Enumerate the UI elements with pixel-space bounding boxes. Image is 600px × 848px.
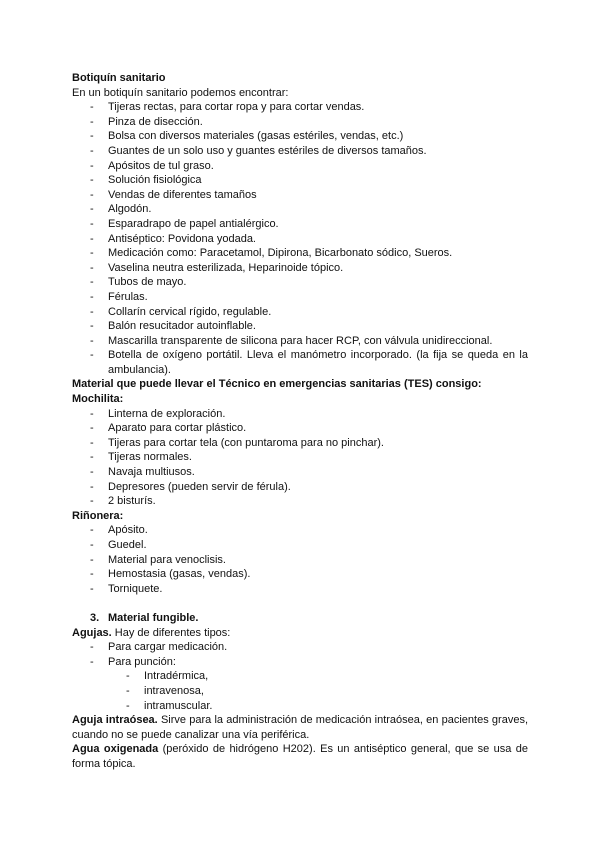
- agujas-text: Hay de diferentes tipos:: [111, 626, 231, 639]
- list-item: - Pinza de disección.: [72, 115, 528, 130]
- botiquin-intro: En un botiquín sanitario podemos encontrar:: [72, 86, 289, 99]
- intraosea-text: Sirve para la administración de medicación intraósea, en pacientes graves, cuando no se puede canalizar una vía periférica.: [72, 714, 528, 741]
- list-item: - Vendas de diferentes tamaños: [72, 188, 528, 203]
- list-item: - Torniquete.: [72, 582, 528, 597]
- list-item: - Tijeras para cortar tela (con puntaroma para no pinchar).: [72, 436, 528, 451]
- list-item: - Navaja multiusos.: [72, 465, 528, 480]
- list-item: - Tubos de mayo.: [72, 275, 528, 290]
- document-page: [72, 71, 528, 772]
- fungible-heading: [72, 611, 528, 626]
- list-item: - Vaselina neutra esterilizada, Heparinoide tópico.: [72, 261, 528, 276]
- puncion-list: [72, 669, 528, 713]
- agujas-label: Agujas.: [72, 626, 112, 639]
- list-item: - Botella de oxígeno portátil. Lleva el manómetro incorporado. (la fija se queda en la ambulancia).: [72, 348, 528, 377]
- agua-paragraph: [72, 742, 528, 771]
- list-item: - Para cargar medicación.: [72, 640, 528, 655]
- agua-label: Agua oxigenada: [72, 743, 159, 756]
- mochilita-heading: Mochilita:: [72, 393, 124, 406]
- mochilita-list: [72, 407, 528, 509]
- tes-heading: Material que puede llevar el Técnico en emergencias sanitarias (TES) consigo:: [72, 378, 482, 391]
- list-item: - Tijeras normales.: [72, 450, 528, 465]
- agua-text: (peróxido de hidrógeno H202). Es un antiséptico general, que se usa de forma tópica.: [72, 743, 528, 770]
- list-item: - Hemostasia (gasas, vendas).: [72, 567, 528, 582]
- intraosea-label: Aguja intraósea.: [72, 714, 158, 727]
- list-item: - Balón resucitador autoinflable.: [72, 319, 528, 334]
- botiquin-list: [72, 100, 528, 377]
- list-item: - Collarín cervical rígido, regulable.: [72, 305, 528, 320]
- list-item: - Aparato para cortar plástico.: [72, 421, 528, 436]
- list-item: - intramuscular.: [72, 699, 528, 714]
- list-item: - Intradérmica,: [72, 669, 528, 684]
- list-item: - Férulas.: [72, 290, 528, 305]
- intraosea-paragraph: [72, 713, 528, 742]
- list-item: - Antiséptico: Povidona yodada.: [72, 232, 528, 247]
- list-item: - Algodón.: [72, 202, 528, 217]
- list-item: - intravenosa,: [72, 684, 528, 699]
- agujas-paragraph: [72, 626, 528, 641]
- list-item: - Guedel.: [72, 538, 528, 553]
- rinonera-heading: Riñonera:: [72, 509, 124, 522]
- list-item: - Depresores (pueden servir de férula).: [72, 480, 528, 495]
- list-item: - Medicación como: Paracetamol, Dipirona, Bicarbonato sódico, Sueros.: [72, 246, 528, 261]
- list-item: - Tijeras rectas, para cortar ropa y para cortar vendas.: [72, 100, 528, 115]
- list-item: - Mascarilla transparente de silicona para hacer RCP, con válvula unidireccional.: [72, 334, 528, 349]
- section-number: 3.: [90, 611, 100, 624]
- list-item: - Para punción:: [72, 655, 528, 670]
- list-item: - Apósito.: [72, 523, 528, 538]
- list-item: - Apósitos de tul graso.: [72, 159, 528, 174]
- agujas-list: [72, 640, 528, 669]
- list-item: - Guantes de un solo uso y guantes estériles de diversos tamaños.: [72, 144, 528, 159]
- list-item: - Material para venoclisis.: [72, 553, 528, 568]
- rinonera-list: [72, 523, 528, 596]
- botiquin-heading: Botiquín sanitario: [72, 72, 166, 84]
- section-title: Material fungible.: [108, 611, 199, 624]
- list-item: - Linterna de exploración.: [72, 407, 528, 422]
- list-item: - Bolsa con diversos materiales (gasas estériles, vendas, etc.): [72, 129, 528, 144]
- list-item: - 2 bisturís.: [72, 494, 528, 509]
- list-item: - Esparadrapo de papel antialérgico.: [72, 217, 528, 232]
- list-item: - Solución fisiológica: [72, 173, 528, 188]
